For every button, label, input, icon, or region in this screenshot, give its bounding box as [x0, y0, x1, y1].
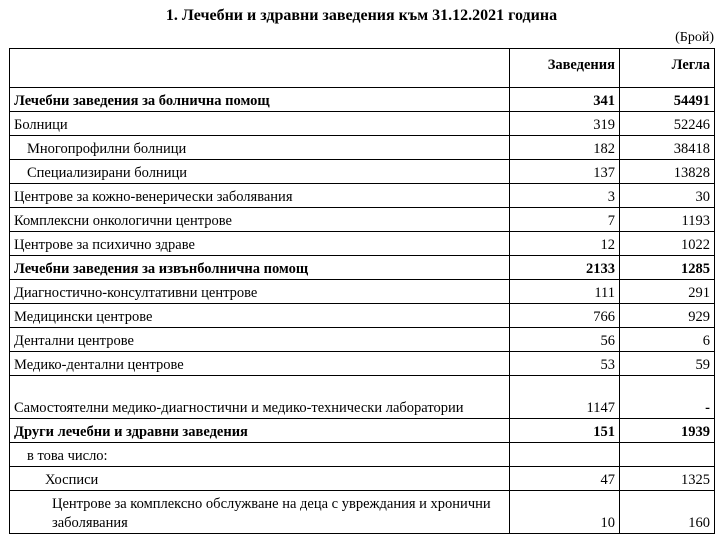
row-label: Болници: [10, 112, 510, 136]
row-legla: 52246: [620, 112, 715, 136]
row-zavedeniya: [510, 443, 620, 467]
row-legla: 160: [620, 491, 715, 534]
row-legla: 1193: [620, 208, 715, 232]
table-row: [10, 160, 715, 184]
row-label: Центрове за кожно-венерически заболявания: [10, 184, 510, 208]
table-row: [10, 491, 715, 534]
row-legla: 38418: [620, 136, 715, 160]
row-label: Многопрофилни болници: [10, 136, 510, 160]
row-zavedeniya: 182: [510, 136, 620, 160]
row-label: Центрове за психично здраве: [10, 232, 510, 256]
row-legla: 6: [620, 328, 715, 352]
table-row: [10, 88, 715, 112]
row-legla: 291: [620, 280, 715, 304]
row-label: Центрове за комплексно обслужване на деца с увреждания и хронични заболявания: [10, 491, 510, 534]
row-legla: 30: [620, 184, 715, 208]
row-zavedeniya: 3: [510, 184, 620, 208]
row-legla: 929: [620, 304, 715, 328]
row-zavedeniya: 319: [510, 112, 620, 136]
row-legla: 13828: [620, 160, 715, 184]
row-label: Специализирани болници: [10, 160, 510, 184]
row-zavedeniya: 137: [510, 160, 620, 184]
row-label: Медицински центрове: [10, 304, 510, 328]
table-row: [10, 304, 715, 328]
row-label: Комплексни онкологични центрове: [10, 208, 510, 232]
row-label: Диагностично-консултативни центрове: [10, 280, 510, 304]
row-label: Хосписи: [10, 467, 510, 491]
row-legla: 59: [620, 352, 715, 376]
header-row: [10, 49, 715, 76]
row-legla: 1939: [620, 419, 715, 443]
row-legla: 1325: [620, 467, 715, 491]
row-label: Лечебни заведения за болнична помощ: [10, 88, 510, 112]
row-label: Медико-дентални центрове: [10, 352, 510, 376]
table-row: [10, 280, 715, 304]
row-legla: 1022: [620, 232, 715, 256]
row-legla: 1285: [620, 256, 715, 280]
row-zavedeniya: 10: [510, 491, 620, 534]
table-row: [10, 184, 715, 208]
table-row: [10, 232, 715, 256]
row-label: Други лечебни и здравни заведения: [10, 419, 510, 443]
table-row: [10, 352, 715, 376]
table-row: [10, 376, 715, 419]
row-zavedeniya: 7: [510, 208, 620, 232]
row-label: Дентални центрове: [10, 328, 510, 352]
table-row: [10, 112, 715, 136]
header-zavedeniya: Заведения: [510, 49, 620, 76]
spacer-row: [10, 75, 715, 88]
table-title: 1. Лечебни и здравни заведения към 31.12.2021 година: [165, 7, 558, 24]
header-empty: [10, 49, 510, 76]
table-row: [10, 467, 715, 491]
row-zavedeniya: 2133: [510, 256, 620, 280]
row-zavedeniya: 56: [510, 328, 620, 352]
row-zavedeniya: 53: [510, 352, 620, 376]
row-legla: 54491: [620, 88, 715, 112]
data-table: [9, 48, 715, 534]
table-row: [10, 443, 715, 467]
row-zavedeniya: 47: [510, 467, 620, 491]
row-label: Самостоятелни медико-диагностични и медико-технически лаборатории: [10, 376, 510, 419]
table-row: [10, 328, 715, 352]
row-zavedeniya: 766: [510, 304, 620, 328]
table-row: [10, 208, 715, 232]
row-legla: [620, 443, 715, 467]
header-legla: Легла: [620, 49, 715, 76]
row-zavedeniya: 151: [510, 419, 620, 443]
table-row: [10, 136, 715, 160]
row-zavedeniya: 111: [510, 280, 620, 304]
row-zavedeniya: 12: [510, 232, 620, 256]
row-zavedeniya: 1147: [510, 376, 620, 419]
unit-label: (Брой): [675, 30, 714, 45]
row-zavedeniya: 341: [510, 88, 620, 112]
row-legla: -: [620, 376, 715, 419]
table-row: [10, 419, 715, 443]
row-label: Лечебни заведения за извънболнична помощ: [10, 256, 510, 280]
table-row: [10, 256, 715, 280]
row-label: в това число:: [10, 443, 510, 467]
